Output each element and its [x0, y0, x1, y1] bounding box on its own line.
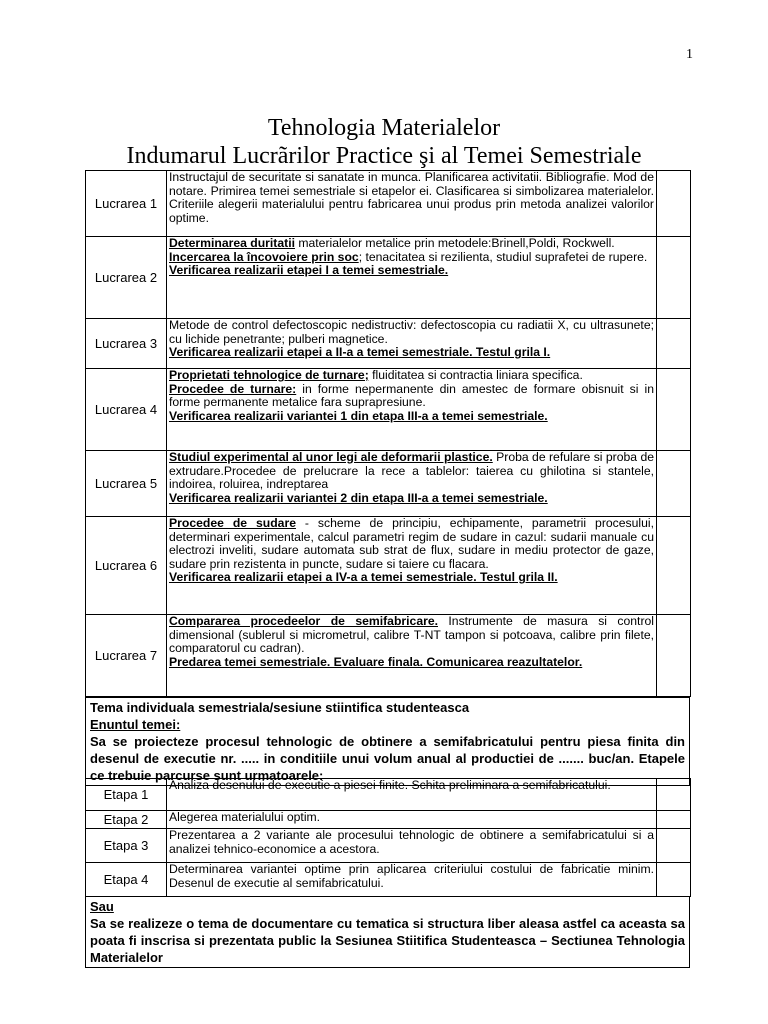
etapa-row [86, 811, 691, 829]
etapa-row [86, 779, 691, 811]
topic-text: fluiditatea si contractia liniara specifica. [368, 368, 583, 382]
lucrare-content [167, 451, 657, 517]
empty-cell [657, 369, 691, 451]
etapa-label: Etapa 1 [86, 779, 167, 811]
lucrare-paragraph [169, 369, 654, 383]
lucrare-content [167, 615, 657, 697]
sau-cell [86, 897, 690, 968]
empty-cell [657, 237, 691, 319]
sau-label: Sau [90, 899, 114, 914]
topic-text: Instrumente de masura si control dimensional (sublerul si micrometrul, calibre T-NT tampon si potcoava, calibre prin filete, comparatorul cu cadran). [169, 614, 654, 655]
topic-heading: Procedee de turnare: [169, 381, 297, 396]
etapa-label: Etapa 3 [86, 829, 167, 863]
lucrare-paragraph [169, 517, 654, 571]
topic-heading: Incercarea la încovoiere prin soc [169, 249, 359, 264]
empty-cell [657, 829, 691, 863]
topic-heading: Proprietati tehnologice de turnare; [169, 368, 369, 382]
topic-text: materialelor metalice prin metodele:Brinell,Poldi, Rockwell. [294, 236, 615, 250]
lucrare-paragraph [169, 237, 654, 251]
topic-heading: Procedee de sudare [169, 516, 296, 530]
tema-table [85, 697, 690, 786]
lucrare-content [167, 369, 657, 451]
verificare-text: Verificarea realizarii variantei 1 din etapa III-a a temei semestriale. [169, 408, 548, 423]
lucrare-label: Lucrarea 3 [86, 319, 167, 369]
etape-table [85, 778, 691, 897]
etapa-row [86, 829, 691, 863]
tema-enunt-label: Enuntul temei: [90, 717, 181, 732]
lucrare-row [86, 615, 691, 697]
lucrare-content [167, 517, 657, 615]
lucrare-paragraph [169, 492, 654, 506]
verificare-text: Verificarea realizarii variantei 2 din etapa III-a a temei semestriale. [169, 490, 548, 505]
tema-cell [86, 698, 690, 786]
lucrare-label: Lucrarea 7 [86, 615, 167, 697]
etapa-text: Analiza desenului de executie a piesei finite. Schita preliminara a semifabricatului. [167, 779, 657, 811]
verificare-text: Verificarea realizarii etapei I a temei semestriale. [169, 263, 449, 277]
lucrare-label: Lucrarea 4 [86, 369, 167, 451]
lucrare-paragraph [169, 615, 654, 656]
etapa-label: Etapa 4 [86, 863, 167, 897]
tema-row [86, 698, 690, 786]
lucrare-row [86, 237, 691, 319]
sau-row [86, 897, 690, 968]
lucrare-row [86, 319, 691, 369]
lucrare-label: Lucrarea 5 [86, 451, 167, 517]
lucrare-paragraph [169, 319, 654, 346]
empty-cell [657, 171, 691, 237]
topic-text: Proba de refulare si proba de extrudare.Procedee de prelucrare la rece a tablelor: taierea cu ghilotina si stantele, indoirea, roluirea, indreptarea [169, 450, 654, 491]
topic-text: in forme nepermanente din amestec de formare obisnuit si in forme permanente metalice fara suprapresiune. [169, 381, 654, 409]
empty-cell [657, 451, 691, 517]
lucrare-row [86, 451, 691, 517]
lucrare-paragraph [169, 251, 654, 265]
tema-heading: Tema individuala semestriala/sesiune stiintifica studenteasca [90, 700, 470, 715]
empty-cell [657, 811, 691, 829]
lucrare-row [86, 369, 691, 451]
lucrare-paragraph [169, 171, 654, 225]
etapa-label: Etapa 2 [86, 811, 167, 829]
etape-body [86, 779, 691, 897]
etapa-text: Alegerea materialului optim. [167, 811, 657, 829]
page-number: 1 [686, 47, 693, 62]
topic-text: Instructajul de securitate si sanatate in munca. Planificarea activitatii. Bibliografie. Mod de notare. Primirea temei semestriale si etapelor ei. Clasificarea si simbolizarea materialelor. Criteriile alegerii materialului pentru fabricarea unui produs prin metoda analizei valorilor optime. [169, 170, 654, 225]
topic-text: - scheme de principiu, echipamente, parametrii procesului, determinari experimentale, calcul parametri regim de sudare in cazul: sudarii manuale cu electrozi inveliti, sudare automata sub strat de flux, sudare in mediu protector de gaze, sudare prin rezistenta in puncte, sudare si taiere cu flacara. [169, 516, 654, 571]
document-subtitle: Indumarul Lucrãrilor Practice şi al Temei Semestriale [126, 143, 642, 169]
lucrare-row [86, 171, 691, 237]
lucrare-content [167, 171, 657, 237]
sau-table [85, 896, 690, 968]
lucrare-row [86, 517, 691, 615]
etapa-text: Determinarea variantei optime prin aplicarea criteriului costului de fabricatie minim. Desenul de executie al semifabricatului. [167, 863, 657, 897]
lucrare-label: Lucrarea 2 [86, 237, 167, 319]
lucrare-paragraph [169, 383, 654, 410]
topic-text: Metode de control defectoscopic nedistructiv: defectoscopia cu radiatii X, cu ultrasunete; cu lichide penetrante; pulberi magnetice. [169, 318, 654, 346]
lucrare-label: Lucrarea 6 [86, 517, 167, 615]
lucrare-paragraph [169, 410, 654, 424]
empty-cell [657, 319, 691, 369]
empty-cell [657, 863, 691, 897]
lucrare-paragraph [169, 264, 654, 278]
tema-enunt-text: Sa se proiecteze procesul tehnologic de obtinere a semifabricatului pentru piesa finita din desenul de executie nr. ..... in conditiile unui volum anual al productiei de ....... buc/an. Etapele ce trebuie parcurse sunt urmatoarele: [90, 734, 685, 783]
etapa-row [86, 863, 691, 897]
empty-cell [657, 517, 691, 615]
lucrare-content [167, 237, 657, 319]
lucrare-paragraph [169, 571, 654, 585]
sau-text: Sa se realizeze o tema de documentare cu tematica si structura liber aleasa astfel ca aceasta sa poata fi inscrisa si prezentata public la Sesiunea Stiitifica Studenteasca – Sectiunea Tehnologia Materialelor [90, 916, 685, 965]
verificare-text: Verificarea realizarii etapei a IV-a a temei semestriale. Testul grila II. [169, 570, 558, 584]
lucrare-paragraph [169, 656, 654, 670]
topic-heading: Compararea procedeelor de semifabricare. [169, 614, 438, 628]
verificare-text: Verificarea realizarii etapei a II-a a temei semestriale. Testul grila I. [169, 345, 551, 359]
empty-cell [657, 779, 691, 811]
topic-heading: Determinarea duritatii [169, 236, 295, 250]
lucrare-content [167, 319, 657, 369]
empty-cell [657, 615, 691, 697]
topic-heading: Studiul experimental al unor legi ale deformarii plastice. [169, 450, 493, 464]
lucrare-paragraph [169, 346, 654, 360]
lucrare-label: Lucrarea 1 [86, 171, 167, 237]
document-title: Tehnologia Materialelor [267, 115, 501, 141]
lucrari-body [86, 171, 691, 697]
lucrare-paragraph [169, 451, 654, 492]
etapa-text: Prezentarea a 2 variante ale procesului tehnologic de obtinere a semifabricatului si a analizei tehnico-economice a acestora. [167, 829, 657, 863]
verificare-text: Predarea temei semestriale. Evaluare finala. Comunicarea reazultatelor. [169, 654, 583, 669]
topic-text: ; tenacitatea si rezilienta, studiul suprafetei de rupere. [358, 249, 648, 264]
lucrari-table [85, 170, 691, 697]
